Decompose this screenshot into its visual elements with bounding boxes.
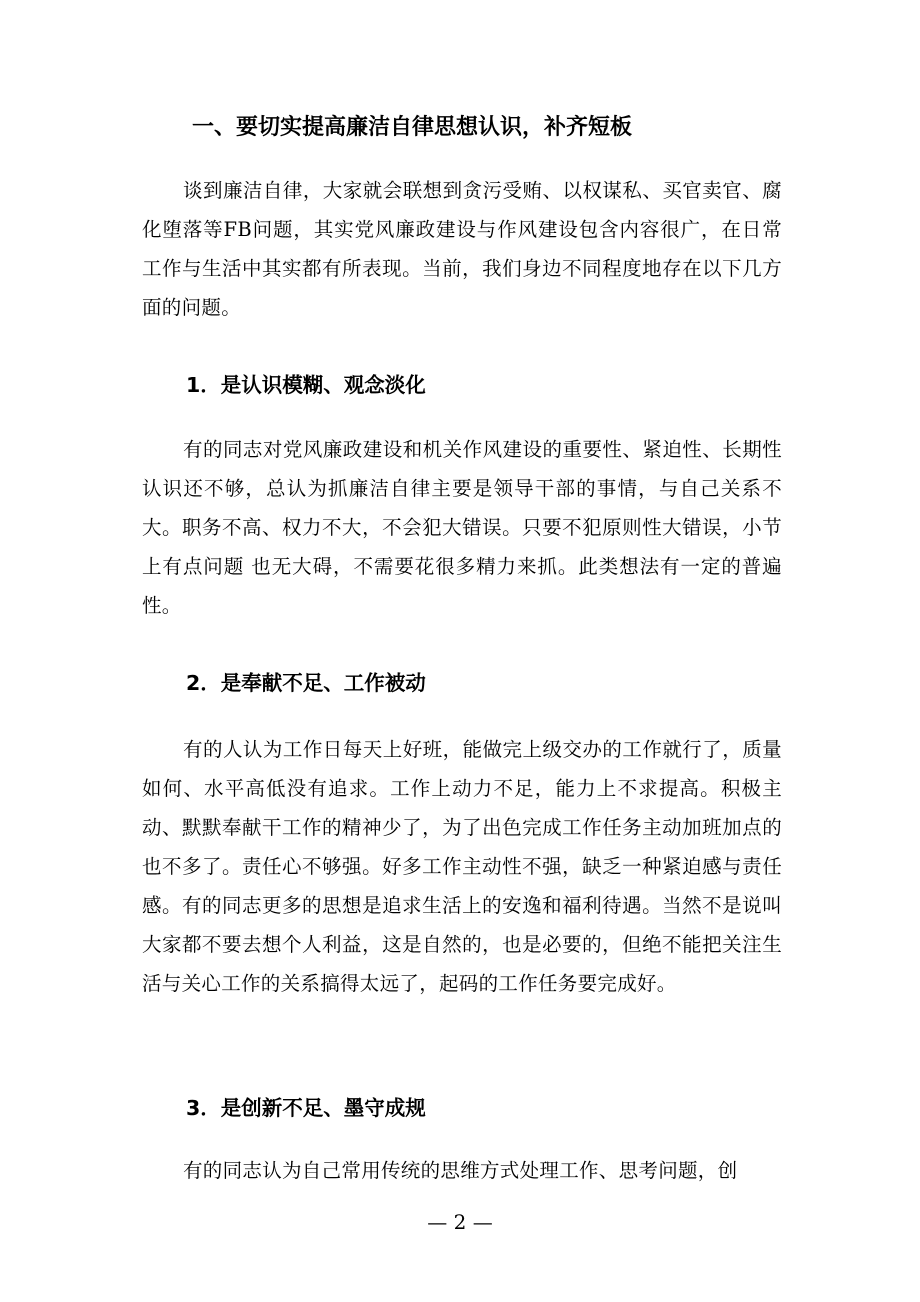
- item-paragraph-2: 有的人认为工作日每天上好班，能做完上级交办的工作就行了，质量如何、水平高低没有追求。工作上动力不足，能力上不求提高。积极主动、默默奉献干工作的精神少了，为了出色完成工作任务主动加班加点的也不多了。责任心不够强。好多工作主动性不强，缺乏一种紧迫感与责任感。有的同志更多的思想是追求生活上的安逸和福利待遇。当然不是说叫大家都不要去想个人利益，这是自然的，也是必要的，但绝不能把关注生活与关心工作的关系搞得太远了，起码的工作任务要完成好。: [142, 738, 782, 995]
- item-heading-3: 3．是创新不足、墨守成规: [186, 1096, 426, 1120]
- intro-paragraph: 谈到廉洁自律，大家就会联想到贪污受贿、以权谋私、买官卖官、腐化堕落等FB问题，其实党风廉政建设与作风建设包含内容很广，在日常工作与生活中其实都有所表现。当前，我们身边不同程度地存在以下几方面的问题。: [142, 179, 782, 319]
- item-heading-1: 1．是认识模糊、观念淡化: [186, 373, 426, 397]
- page-number: — 2 —: [427, 1210, 493, 1234]
- section-title: 一、要切实提高廉洁自律思想认识，补齐短板: [192, 115, 633, 140]
- item-heading-2: 2．是奉献不足、工作被动: [186, 671, 426, 695]
- item-paragraph-1: 有的同志对党风廉政建设和机关作风建设的重要性、紧迫性、长期性认识还不够，总认为抓廉洁自律主要是领导干部的事情，与自己关系不大。职务不高、权力不大，不会犯大错误。只要不犯原则性大错误，小节上有点问题 也无大碍，不需要花很多精力来抓。此类想法有一定的普遍性。: [142, 438, 782, 617]
- item-paragraph-3: 有的同志认为自己常用传统的思维方式处理工作、思考问题，创: [183, 1159, 738, 1182]
